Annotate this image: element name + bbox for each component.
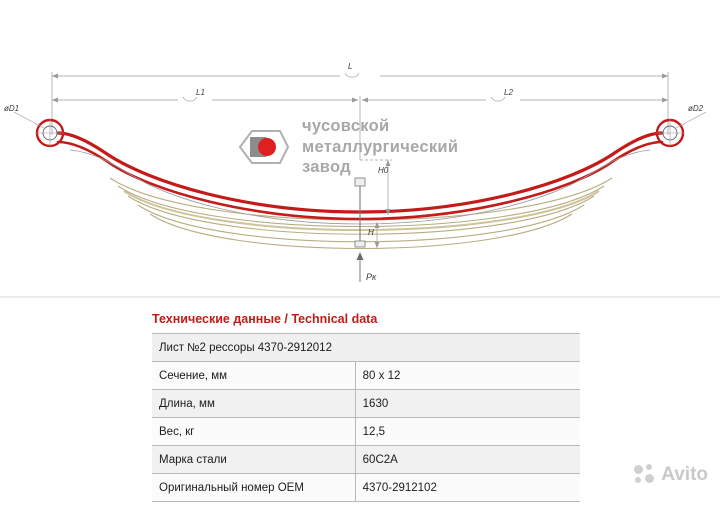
technical-data-table [152, 333, 580, 502]
table-cell-value: 80 х 12 [355, 362, 580, 390]
table-cell-label: Длина, мм [152, 390, 355, 418]
watermark-line-3: завод [302, 158, 351, 177]
table-cell-label: Сечение, мм [152, 362, 355, 390]
avito-watermark [634, 464, 708, 486]
watermark-line-1: чусовской [302, 117, 390, 136]
table-row [152, 474, 580, 502]
dimension-line-total [52, 74, 668, 79]
table-row [152, 390, 580, 418]
label-hole-left: øD1 [4, 104, 20, 113]
table-row [152, 446, 580, 474]
spring-eye-left [14, 112, 64, 147]
dimension-line-l1 [52, 98, 358, 103]
label-height: H0 [378, 166, 389, 175]
table-cell-value: 1630 [355, 390, 580, 418]
table-cell-value: 60С2А [355, 446, 580, 474]
label-hole-right: øD2 [688, 104, 704, 113]
table-row-header [152, 334, 580, 362]
technical-data-title: Технические данные / Technical data [152, 312, 378, 326]
watermark-line-2: металлургический [302, 137, 459, 156]
table-cell-value: 4370-2912102 [355, 474, 580, 502]
table-cell-header: Лист №2 рессоры 4370-2912012 [152, 334, 580, 362]
label-l1: L1 [196, 88, 205, 97]
table-row [152, 418, 580, 446]
avito-logo-icon [634, 464, 656, 486]
table-cell-value: 12,5 [355, 418, 580, 446]
avito-label: Avito [661, 464, 708, 485]
label-l2: L2 [504, 88, 513, 97]
label-force: Рк [366, 272, 377, 282]
label-thickness: H [368, 228, 374, 237]
technical-data-block [152, 312, 580, 502]
table-row [152, 362, 580, 390]
dimension-line-l2 [362, 98, 668, 103]
label-total-length: L [348, 62, 353, 71]
spring-eye-right [656, 112, 706, 147]
table-cell-label: Оригинальный номер OEM [152, 474, 355, 502]
force-arrow [357, 252, 364, 282]
table-cell-label: Вес, кг [152, 418, 355, 446]
table-cell-label: Марка стали [152, 446, 355, 474]
